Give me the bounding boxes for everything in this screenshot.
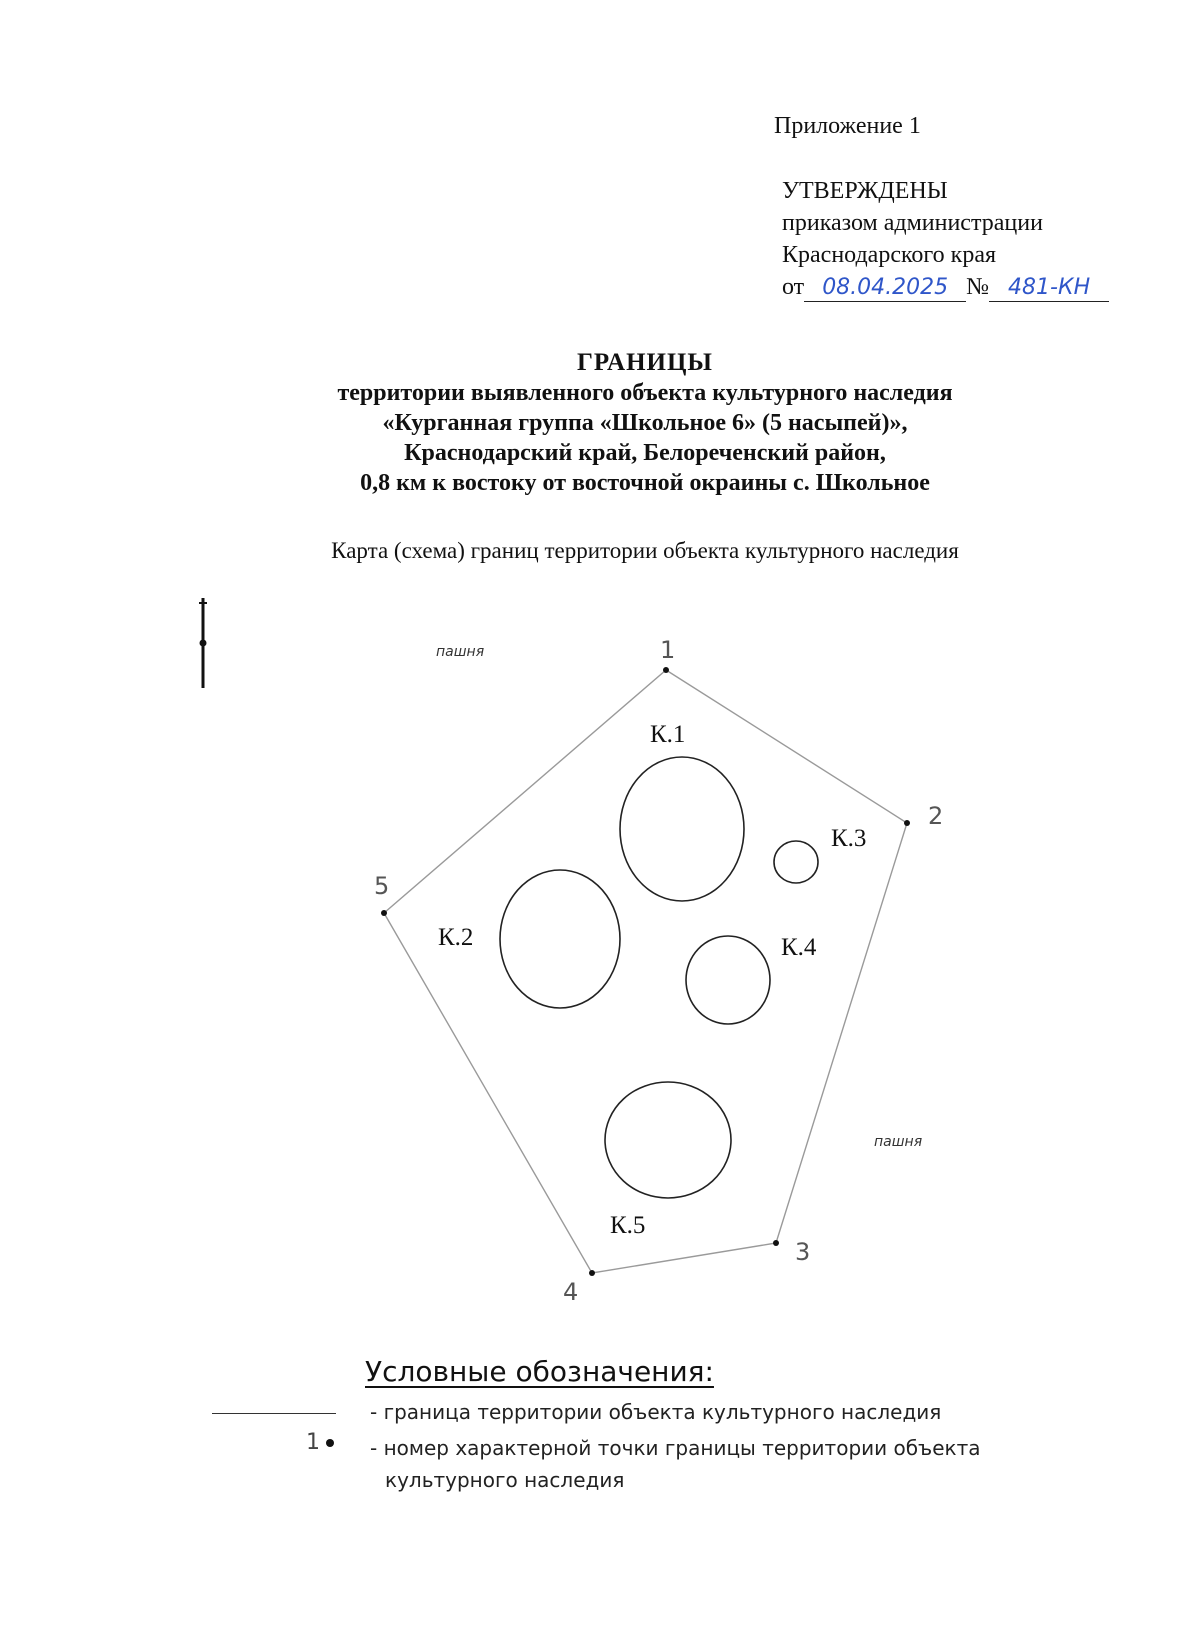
point-label-5: 5 [374, 872, 390, 900]
order-line-2: Краснодарского края [782, 242, 997, 268]
point-label-2: 2 [928, 802, 944, 830]
approved-heading: УТВЕРЖДЕНЫ [782, 178, 948, 204]
land-label-right: пашня [874, 1134, 923, 1150]
north-arrow-icon [199, 598, 207, 688]
mound-label-k2: К.2 [438, 924, 474, 951]
mound-k3 [774, 841, 818, 883]
handwritten-date: 08.04.2025 [804, 275, 966, 302]
legend-point-marker [306, 1430, 334, 1455]
from-prefix: от [782, 274, 805, 300]
legend-title: Условные обозначения: [365, 1355, 714, 1388]
mounds [500, 757, 818, 1198]
point-label-1: 1 [660, 636, 676, 664]
point-dot-icon [326, 1439, 334, 1447]
order-line-1: приказом администрации [782, 210, 1043, 236]
boundary-points [381, 667, 910, 1276]
handwritten-number: 481-КН [989, 275, 1109, 302]
boundary-point-3 [773, 1240, 779, 1246]
legend-boundary-line-icon [212, 1413, 336, 1414]
mound-k2 [500, 870, 620, 1008]
boundary-point-1 [663, 667, 669, 673]
legend-point-text [370, 1432, 1090, 1496]
mound-k1 [620, 757, 744, 901]
mound-label-k5: К.5 [610, 1212, 646, 1239]
number-sign: № [966, 274, 990, 300]
appendix-label: Приложение 1 [774, 113, 921, 139]
mound-label-k1: К.1 [650, 721, 686, 748]
boundary-point-5 [381, 910, 387, 916]
boundary-point-2 [904, 820, 910, 826]
legend-point-number: 1 [306, 1430, 320, 1455]
title-line-2: «Курганная группа «Школьное 6» (5 насыпей)», [382, 410, 908, 436]
point-label-3: 3 [795, 1238, 811, 1266]
title-line-3: Краснодарский край, Белореченский район, [404, 440, 886, 466]
map-subtitle: Карта (схема) границ территории объекта культурного наследия [331, 538, 959, 563]
title-main: ГРАНИЦЫ [577, 349, 713, 376]
boundary-point-4 [589, 1270, 595, 1276]
territory-boundary [384, 670, 907, 1273]
mound-k5 [605, 1082, 731, 1198]
legend-point-line-1: - номер характерной точки границы территории объекта [370, 1436, 981, 1460]
point-label-4: 4 [563, 1278, 579, 1306]
land-label-top: пашня [436, 644, 485, 660]
mound-label-k3: К.3 [831, 825, 867, 852]
title-line-4: 0,8 км к востоку от восточной окраины с. Школьное [360, 470, 930, 496]
mound-k4 [686, 936, 770, 1024]
legend-point-line-2: культурного наследия [385, 1468, 625, 1492]
legend-boundary-text: - граница территории объекта культурного наследия [370, 1400, 942, 1424]
title-line-1: территории выявленного объекта культурного наследия [337, 380, 953, 406]
mound-label-k4: К.4 [781, 934, 817, 961]
